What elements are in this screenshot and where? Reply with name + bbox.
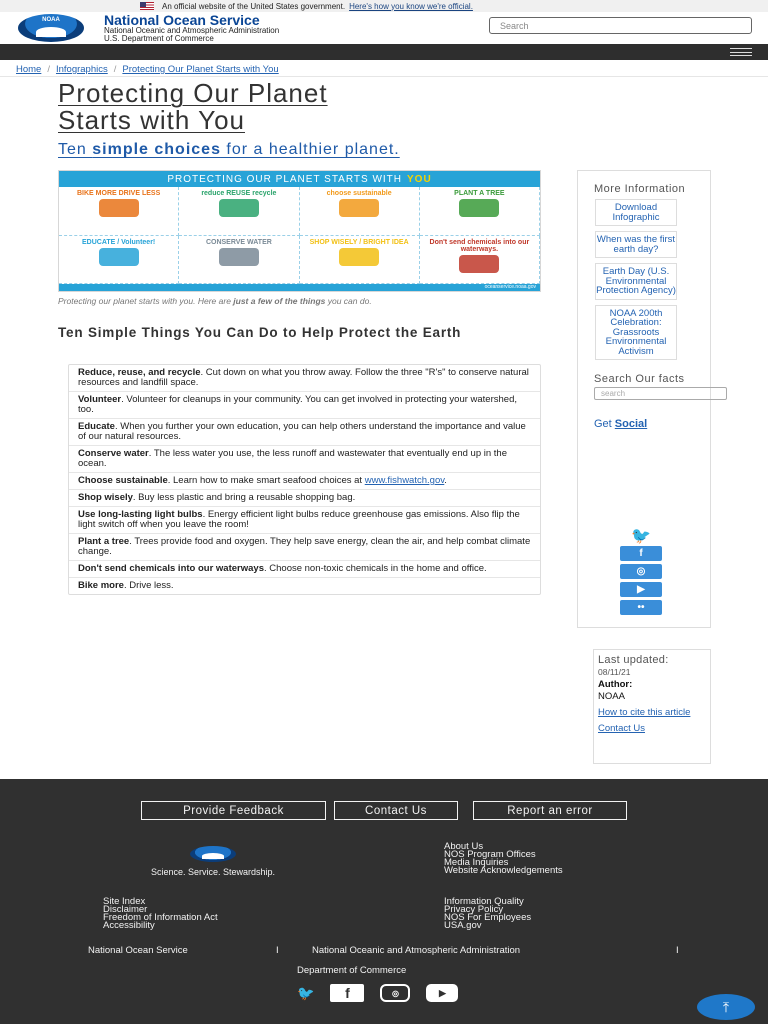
infographic-cell — [59, 187, 179, 236]
tip-item — [69, 578, 540, 594]
tip-item — [69, 446, 540, 473]
infographic-cell-illustration — [219, 199, 259, 217]
footer-link[interactable]: Media Inquiries — [444, 857, 509, 868]
get-social-bold: Social — [614, 418, 648, 430]
tip-text-after: . — [444, 475, 447, 486]
more-information-panel — [577, 170, 711, 628]
footer-link[interactable]: USA.gov — [444, 920, 482, 931]
subtitle-pre: Ten — [58, 141, 93, 158]
tip-title: Conserve water — [78, 448, 149, 459]
infographic-cell-title: choose sustainable — [326, 190, 392, 197]
tip-title: Plant a tree — [78, 536, 130, 547]
infographic-cell-title: Don't send chemicals into our waterways. — [429, 238, 530, 253]
breadcrumb-infographics[interactable]: Infographics — [55, 64, 108, 75]
back-to-top-icon[interactable]: ⤒ — [697, 994, 755, 1020]
subtitle-post: for a healthier planet. — [220, 141, 400, 158]
infographic-caption — [58, 296, 538, 307]
tip-title: Reduce, reuse, and recycle — [78, 367, 201, 378]
caption-bold: just a few of the things — [233, 296, 326, 306]
site-header — [0, 12, 768, 44]
cite-link[interactable]: How to cite this article — [598, 707, 691, 718]
facts-search-input[interactable] — [594, 387, 727, 400]
infographic-cell — [300, 187, 420, 236]
infographic-cell-title: BIKE MORE DRIVE LESS — [77, 190, 161, 197]
us-flag-icon — [140, 2, 154, 10]
footer-youtube-icon[interactable]: ▶ — [426, 984, 458, 1002]
page-title — [58, 80, 328, 134]
footer-doc-link[interactable]: Department of Commerce — [297, 965, 407, 976]
author-value: NOAA — [598, 690, 625, 702]
report-error-button[interactable]: Report an error — [473, 801, 627, 820]
footer-facebook-icon[interactable]: f — [330, 984, 364, 1002]
tip-text: . Choose non-toxic chemicals in the home and office. — [263, 563, 487, 574]
breadcrumb: Home / Infographics / Protecting Our Planet Starts with You — [0, 63, 768, 77]
footer-link[interactable]: Site Index — [103, 896, 146, 907]
gov-banner-text: An official website of the United States government. — [162, 1, 346, 11]
author-label: Author: — [598, 679, 633, 690]
infographic-heading — [59, 171, 540, 187]
social-icons — [620, 528, 662, 618]
footer-links-right-top — [444, 843, 563, 875]
caption-pre: Protecting our planet starts with you. Here are — [58, 296, 234, 306]
footer-link[interactable]: Privacy Policy — [444, 904, 504, 915]
epa-earth-day-button[interactable]: Earth Day (U.S. Environmental Protection Agency) — [595, 263, 677, 300]
footer-link[interactable]: Accessibility — [103, 920, 155, 931]
footer-contact-button[interactable]: Contact Us — [334, 801, 458, 820]
tip-text: . Volunteer for cleanups in your community. You can get involved in protecting your watershed, too. — [78, 394, 517, 415]
tip-title: Don't send chemicals into our waterways — [78, 563, 264, 574]
fishwatch-link[interactable]: www.fishwatch.gov — [364, 475, 445, 486]
last-updated-panel — [593, 649, 711, 764]
tip-text: . Drive less. — [123, 580, 174, 591]
infographic-cell — [420, 187, 540, 236]
tips-list — [68, 364, 541, 595]
facts-search-placeholder: search — [601, 389, 626, 398]
infographic-cell-illustration — [459, 255, 499, 273]
infographic-heading-text: PROTECTING OUR PLANET STARTS WITH — [167, 173, 402, 185]
infographic-cell — [179, 236, 299, 285]
get-social-pre: Get — [594, 418, 615, 430]
search-input[interactable] — [489, 17, 752, 34]
tip-text: . Learn how to make smart seafood choices at — [167, 475, 365, 486]
logo-text: NOAA — [42, 17, 60, 23]
tip-text: . Trees provide food and oxygen. They help save energy, clean the air, and help combat climate change. — [78, 536, 531, 557]
brand-name[interactable]: National Ocean Service — [104, 12, 260, 28]
infographic-cell-title: CONSERVE WATER — [205, 238, 272, 246]
tip-text: . Cut down on what you throw away. Follow the three "R's" to conserve natural resources and landfill space. — [78, 367, 529, 388]
footer-noaa-logo-icon[interactable] — [190, 846, 236, 862]
more-info-heading: More Information — [594, 183, 686, 195]
footer-link[interactable]: NOS For Employees — [444, 912, 532, 923]
infographic-cell-illustration — [459, 199, 499, 217]
footer-links-right-bottom — [444, 898, 531, 930]
noaa-200th-button[interactable]: NOAA 200th Celebration: Grassroots Environmental Activism — [595, 305, 677, 361]
facebook-icon[interactable]: f — [620, 546, 662, 561]
infographic-cell-title: SHOP WISELY / BRIGHT IDEA — [309, 238, 409, 246]
flickr-icon[interactable]: •• — [620, 600, 662, 615]
tip-title: Bike more — [78, 580, 124, 591]
footer-social — [297, 984, 458, 1002]
tip-item — [69, 561, 540, 578]
infographic-footer: oceanservice.noaa.gov — [59, 284, 540, 292]
footer-nos-link[interactable]: National Ocean Service — [88, 945, 188, 956]
brand[interactable] — [104, 13, 279, 43]
breadcrumb-home[interactable]: Home — [16, 64, 42, 75]
infographic-cell-illustration — [99, 199, 139, 217]
first-earth-day-button[interactable]: When was the first earth day? — [595, 231, 677, 258]
twitter-icon[interactable]: 🐦 — [631, 527, 651, 545]
provide-feedback-button[interactable]: Provide Feedback — [141, 801, 326, 820]
infographic-cell-title: EDUCATE / Volunteer! — [82, 238, 156, 246]
brand-sub-2: U.S. Department of Commerce — [104, 34, 214, 43]
infographic-cell-title: reduce REUSE recycle — [201, 190, 277, 197]
instagram-icon[interactable]: ◎ — [620, 564, 662, 579]
footer-link[interactable]: NOS Program Offices — [444, 849, 536, 860]
tip-item — [69, 473, 540, 490]
page-subtitle — [58, 141, 400, 159]
infographic-cell-illustration — [339, 199, 379, 217]
footer-divider: I — [276, 945, 279, 956]
tip-title: Choose sustainable — [78, 475, 168, 486]
tip-item — [69, 507, 540, 534]
tip-title: Volunteer — [78, 394, 122, 405]
tip-item — [69, 392, 540, 419]
search-facts-heading: Search Our facts — [594, 373, 685, 385]
footer-link[interactable]: Disclaimer — [103, 904, 148, 915]
infographic-cell — [420, 236, 540, 285]
tip-item — [69, 365, 540, 392]
gov-banner — [0, 0, 768, 12]
tip-title: Shop wisely — [78, 492, 133, 503]
site-footer — [0, 779, 768, 1024]
gov-banner-link[interactable]: Here's how you know we're official. — [349, 1, 473, 11]
tip-item — [69, 534, 540, 561]
last-updated-date: 08/11/21 — [598, 666, 631, 677]
download-infographic-button[interactable]: Download Infographic — [595, 199, 677, 226]
infographic-image[interactable] — [58, 170, 541, 292]
footer-link[interactable]: Information Quality — [444, 896, 524, 907]
tip-item — [69, 490, 540, 507]
contact-us-link[interactable]: Contact Us — [598, 722, 645, 734]
infographic-cell — [59, 236, 179, 285]
tip-text: . Energy efficient light bulbs reduce greenhouse gas emissions. Also flip the light switch off when you leave the room! — [78, 509, 520, 530]
subtitle-bold: simple choices — [92, 141, 221, 158]
noaa-logo-icon[interactable] — [18, 14, 84, 42]
youtube-icon[interactable]: ▶ — [620, 582, 662, 597]
tip-title: Use long-lasting light bulbs — [78, 509, 203, 520]
menu-icon[interactable] — [730, 48, 752, 56]
infographic-grid — [59, 187, 540, 284]
section-heading: Ten Simple Things You Can Do to Help Protect the Earth — [58, 325, 462, 340]
footer-instagram-icon[interactable]: ◎ — [380, 984, 410, 1002]
get-social-heading[interactable] — [594, 418, 710, 430]
footer-twitter-icon[interactable]: 🐦 — [297, 984, 315, 1001]
infographic-cell — [300, 236, 420, 285]
search-placeholder: Search — [500, 20, 529, 31]
footer-links-left — [103, 898, 218, 930]
infographic-cell-illustration — [99, 248, 139, 266]
footer-link[interactable]: Freedom of Information Act — [103, 912, 218, 923]
caption-post: you can do. — [325, 296, 372, 306]
infographic-cell-illustration — [339, 248, 379, 266]
brand-sub-1: National Oceanic and Atmospheric Administration — [104, 26, 280, 35]
tip-item — [69, 419, 540, 446]
tip-text: . Buy less plastic and bring a reusable shopping bag. — [132, 492, 356, 503]
infographic-cell-illustration — [219, 248, 259, 266]
footer-link[interactable]: Website Acknowledgements — [444, 865, 563, 876]
footer-noaa-link[interactable]: National Oceanic and Atmospheric Administration — [312, 945, 521, 956]
footer-link[interactable]: About Us — [444, 841, 484, 852]
title-line-1: Protecting Our Planet — [58, 78, 328, 108]
nav-bar — [0, 44, 768, 60]
title-line-2: Starts with You — [58, 105, 245, 135]
infographic-heading-you: YOU — [407, 173, 432, 185]
tip-text: . The less water you use, the less runoff and wastewater that eventually end up in the ocean. — [78, 448, 507, 469]
infographic-cell — [179, 187, 299, 236]
footer-divider: I — [676, 945, 679, 956]
tip-text: . When you further your own education, you can help others understand the importance and value of our natural resources. — [78, 421, 526, 442]
infographic-cell-title: PLANT A TREE — [454, 190, 505, 197]
last-updated-label: Last updated: — [598, 654, 669, 666]
tip-title: Educate — [78, 421, 115, 432]
footer-tagline: Science. Service. Stewardship. — [150, 867, 276, 877]
breadcrumb-current[interactable]: Protecting Our Planet Starts with You — [122, 64, 279, 75]
